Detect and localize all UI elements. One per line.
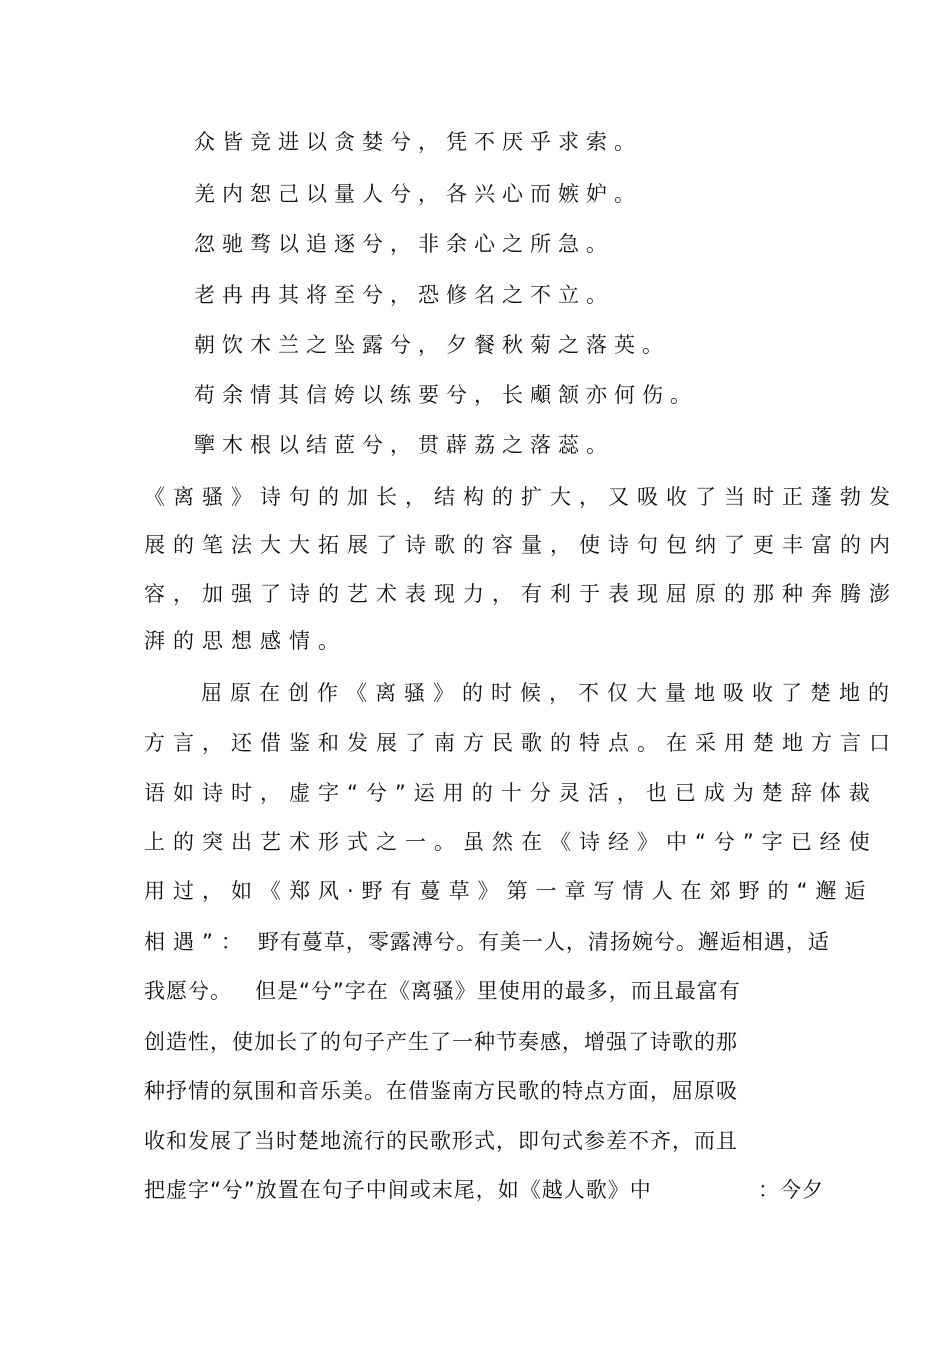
paragraph2-line-2: 方言，还借鉴和发展了南方民歌的特点。在采用楚地方言口 <box>144 731 898 755</box>
paragraph2-line-6-spaced: 相遇”： <box>144 930 250 954</box>
paragraph2-line-11-tail: ：今夕 <box>758 1178 824 1202</box>
paragraph1-line-2: 展的笔法大大拓展了诗歌的容量，使诗句包纳了更丰富的内 <box>144 533 898 557</box>
paragraph2-line-11: 把虚字“兮”放置在句子中间或末尾，如《越人歌》中 <box>144 1178 652 1202</box>
paragraph2-line-5: 用过，如《郑风·野有蔓草》第一章写情人在郊野的“邂逅 <box>144 879 874 903</box>
paragraph2-line-1: 屈原在创作《离骚》的时候，不仅大量地吸收了楚地的 <box>201 681 897 705</box>
paragraph2-line-6 <box>144 928 830 956</box>
poem-line-6: 苟余情其信姱以练要兮，长顑颔亦何伤。 <box>194 383 698 407</box>
paragraph2-line-6-rest: 野有蔓草，零露溥兮。有美一人，清扬婉兮。邂逅相遇，适 <box>257 930 830 954</box>
paragraph1-line-3: 容，加强了诗的艺术表现力，有利于表现屈原的那种奔腾澎 <box>144 582 898 606</box>
poem-line-3: 忽驰骛以追逐兮，非余心之所急。 <box>194 232 614 256</box>
paragraph1-line-4: 湃的思想感情。 <box>144 629 347 653</box>
paragraph2-line-3: 语如诗时，虚字“兮”运用的十分灵活，也已成为楚辞体裁 <box>144 781 878 805</box>
paragraph2-line-9: 种抒情的氛围和音乐美。在借鉴南方民歌的特点方面，屈原吸 <box>144 1079 738 1103</box>
paragraph2-line-4: 上的突出艺术形式之一。虽然在《诗经》中“兮”字已经使 <box>144 830 878 854</box>
poem-line-1: 众皆竞进以贪婪兮，凭不厌乎求索。 <box>194 130 642 154</box>
paragraph2-line-10: 收和发展了当时楚地流行的民歌形式，即句式参差不齐，而且 <box>144 1129 738 1153</box>
poem-line-5: 朝饮木兰之坠露兮，夕餐秋菊之落英。 <box>194 333 670 357</box>
paragraph2-line-8: 创造性，使加长了的句子产生了一种节奏感，增强了诗歌的那 <box>144 1030 738 1054</box>
poem-line-7: 擥木根以结茝兮，贯薜荔之落蕊。 <box>194 433 614 457</box>
paragraph1-line-1: 《离骚》诗句的加长，结构的扩大，又吸收了当时正蓬勃发 <box>144 485 898 509</box>
poem-line-2: 羌内恕己以量人兮，各兴心而嫉妒。 <box>194 182 642 206</box>
paragraph2-line-7: 我愿兮。 但是“兮”字在《离骚》里使用的最多，而且最富有 <box>144 979 741 1003</box>
poem-line-4: 老冉冉其将至兮，恐修名之不立。 <box>194 283 614 307</box>
